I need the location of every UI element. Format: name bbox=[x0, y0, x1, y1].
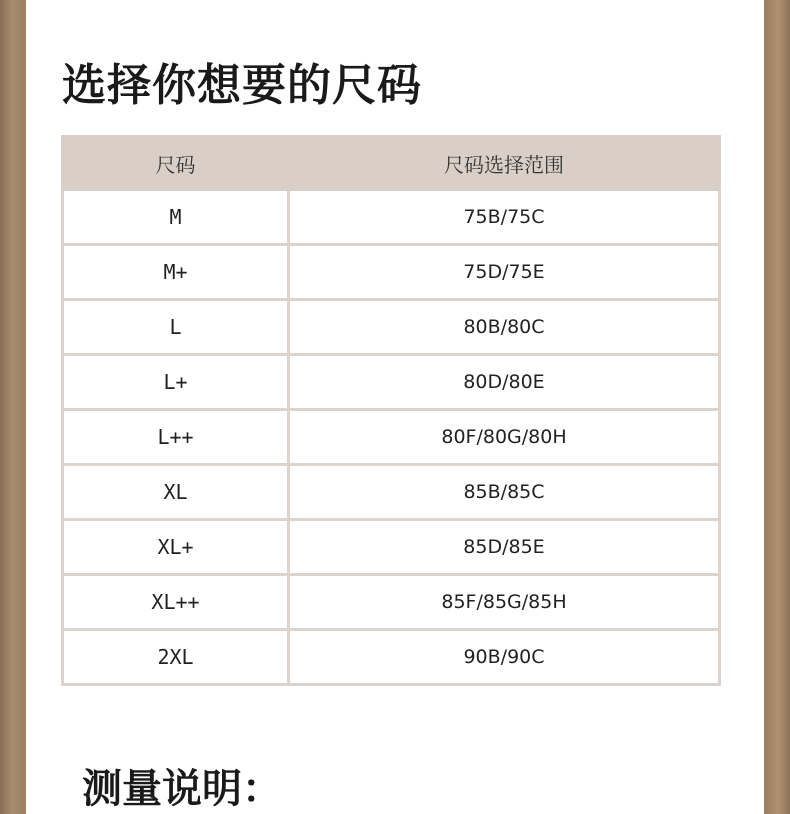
size-cell: M+ bbox=[63, 245, 289, 300]
table-row bbox=[63, 575, 720, 630]
range-cell: 85B/85C bbox=[289, 465, 720, 520]
table-row bbox=[63, 465, 720, 520]
range-cell: 75D/75E bbox=[289, 245, 720, 300]
size-cell: L bbox=[63, 300, 289, 355]
range-cell: 80B/80C bbox=[289, 300, 720, 355]
table-row bbox=[63, 355, 720, 410]
size-table bbox=[61, 135, 721, 686]
size-cell: XL bbox=[63, 465, 289, 520]
table-row bbox=[63, 630, 720, 685]
range-cell: 80F/80G/80H bbox=[289, 410, 720, 465]
header-range: 尺码选择范围 bbox=[289, 137, 720, 190]
size-cell: M bbox=[63, 190, 289, 245]
range-cell: 85F/85G/85H bbox=[289, 575, 720, 630]
size-cell: L++ bbox=[63, 410, 289, 465]
content-card bbox=[26, 0, 764, 812]
page-title: 选择你想要的尺码 bbox=[62, 60, 422, 111]
range-cell: 85D/85E bbox=[289, 520, 720, 575]
table-row bbox=[63, 520, 720, 575]
table-row bbox=[63, 190, 720, 245]
size-cell: L+ bbox=[63, 355, 289, 410]
size-cell: XL++ bbox=[63, 575, 289, 630]
table-row bbox=[63, 245, 720, 300]
table-header-row bbox=[63, 137, 720, 190]
header-size: 尺码 bbox=[63, 137, 289, 190]
size-cell: 2XL bbox=[63, 630, 289, 685]
measurement-instructions-heading: 测量说明： bbox=[82, 766, 282, 812]
range-cell: 75B/75C bbox=[289, 190, 720, 245]
table-row bbox=[63, 300, 720, 355]
size-cell: XL+ bbox=[63, 520, 289, 575]
range-cell: 80D/80E bbox=[289, 355, 720, 410]
range-cell: 90B/90C bbox=[289, 630, 720, 685]
table-row bbox=[63, 410, 720, 465]
